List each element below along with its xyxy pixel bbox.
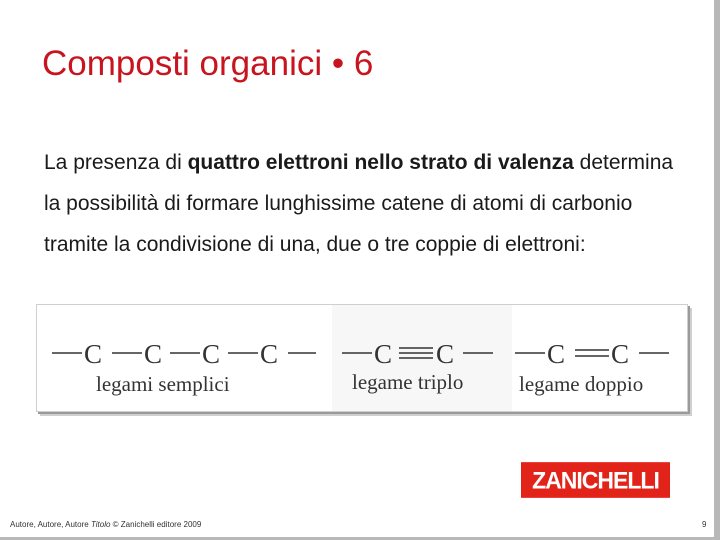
page-number: 9 [702,520,707,529]
body-text-part1: La presenza di [44,151,188,174]
slide-title: Composti organici • 6 [42,44,374,83]
carbon-atom-1: C [84,339,103,369]
footer-publisher: © Zanichelli editore 2009 [110,520,202,529]
carbon-atom-3: C [202,339,221,369]
carbon-atom-7: C [547,339,566,369]
carbon-bonds-diagram [37,305,687,411]
body-text-bold: quattro elettroni nello strato di valenza [187,151,574,174]
footer-credits [10,520,201,529]
footer-title: Titolo [90,520,111,529]
zanichelli-logo: ZANICHELLI [521,462,670,498]
caption-double: legame doppio [519,372,644,396]
bond-captions [96,370,643,396]
carbon-atom-5: C [374,339,393,369]
footer-authors: Autore, Autore, Autore [10,520,91,529]
body-text-part2: determina la possibilità di formare lunghissime catene di atomi di carbonio tramite la condivisione di una, due o tre coppie di elettroni: [44,151,674,256]
body-paragraph [44,142,674,265]
caption-single: legami semplici [96,372,230,396]
carbon-bonds-figure [36,304,688,412]
carbon-atom-8: C [611,339,630,369]
carbon-atom-4: C [260,339,279,369]
carbon-atom-2: C [144,339,163,369]
slide-edge-right [714,0,720,540]
carbon-atom-6: C [436,339,455,369]
caption-triple: legame triplo [352,370,464,394]
